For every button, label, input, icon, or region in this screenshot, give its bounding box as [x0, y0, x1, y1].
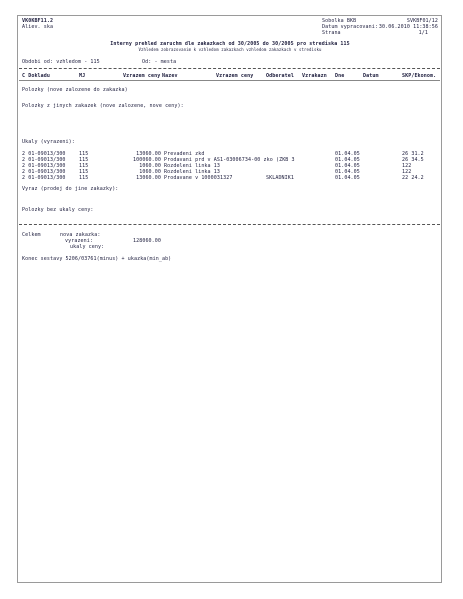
summary-amount: 128060.00 — [133, 238, 161, 244]
cell-doc: 2 01-09013/300 — [22, 175, 66, 181]
filter-label-2: Od: - mesta — [142, 59, 177, 65]
cell-mj: 115 — [79, 163, 89, 169]
cell-value: 100060.00 — [133, 157, 161, 163]
header-mid-line2: Datum vypracovani: — [322, 24, 378, 30]
summary-line3: ukaly ceny: — [70, 244, 105, 250]
col-header-datum: Datum — [363, 73, 379, 79]
cell-doc: 2 01-09013/300 — [22, 163, 66, 169]
cell-skp: 26 34.5 — [402, 157, 424, 163]
summary-label: Celkem — [22, 232, 41, 238]
report-title: Interny prehled zaruchm dle zakazkach od 30/2005 do 30/2005 pro strediska 115 — [110, 41, 350, 47]
cell-name: Prodavani prd v AS1-03006734-00 zko (ZKB 3 — [164, 157, 295, 163]
col-header-value2: Vzrazem ceny — [216, 73, 254, 79]
cell-dne: 01.04.05 — [335, 151, 360, 157]
report-footer: Konec sestavy 5206/03761(minus) + ukazka(min_ab) — [22, 256, 172, 262]
summary-line1: nova zakazka: — [60, 232, 101, 238]
col-header-odb: Odberatel — [266, 73, 294, 79]
header-right-line1: SVKBF01/12 — [406, 18, 438, 24]
col-header-name: Nazev — [162, 73, 178, 79]
cell-dne: 01.04.05 — [335, 169, 360, 175]
section-title: Ukaly (vyrazeni): — [22, 139, 75, 145]
report-subtitle: Vzhledem zobrazovanim k vzhledom zakazkach vzhledom zakazkach v stredisku — [138, 47, 322, 52]
cell-doc: 2 01-09013/300 — [22, 157, 66, 163]
cell-value: 1060.00 — [139, 163, 161, 169]
section-title: Vyraz (prodej do jine zakazky): — [22, 186, 119, 192]
cell-mj: 115 — [79, 175, 89, 181]
cell-value: 13060.00 — [136, 175, 161, 181]
cell-dne: 01.04.05 — [335, 157, 360, 163]
header-right-line2: 30.06.2010 11:38:56 — [378, 24, 438, 30]
cell-doc: 2 01-09013/300 — [22, 169, 66, 175]
header-left-line2: Aliev. ska — [22, 24, 54, 30]
header-mid-line3: Strana — [322, 30, 341, 36]
divider — [19, 224, 440, 225]
section-title: Polozky (nove zalozene do zakazka) — [22, 87, 128, 93]
cell-name: Rozdeleni linka 13 — [164, 163, 220, 169]
col-header-dne: Dne — [335, 73, 345, 79]
cell-mj: 115 — [79, 169, 89, 175]
col-header-vzrak: Vzrakazn — [302, 73, 327, 79]
header-mid-line1: Sobolka BKB — [322, 18, 357, 24]
cell-skp: 22 24.2 — [402, 175, 424, 181]
divider — [19, 80, 440, 81]
cell-value: 1060.00 — [139, 169, 161, 175]
cell-skp: 122 — [402, 163, 412, 169]
cell-name: Prevadeni zkd — [164, 151, 205, 157]
cell-dne: 01.04.05 — [335, 175, 360, 181]
col-header-doc: C Dokladu — [22, 73, 50, 79]
cell-odb: SKLADNIK1 — [266, 175, 294, 181]
cell-doc: 2 01-09013/300 — [22, 151, 66, 157]
cell-skp: 26 31.2 — [402, 151, 424, 157]
cell-name: Rozdeleni linka 13 — [164, 169, 220, 175]
cell-mj: 115 — [79, 157, 89, 163]
report-page — [17, 15, 442, 583]
col-header-mj: MJ — [79, 73, 86, 79]
cell-name: Prodavane v 1000031327 — [164, 175, 233, 181]
cell-value: 13060.00 — [136, 151, 161, 157]
summary-line2: vyrazeni: — [65, 238, 93, 244]
divider — [19, 68, 440, 69]
section-title: Polozky bez ukaly ceny: — [22, 207, 94, 213]
col-header-skp: SKP/Ekonom. — [402, 73, 437, 79]
filter-label-1: Obdobi od: vzhledom - 115 — [22, 59, 100, 65]
header-right-line3: 1/1 — [418, 30, 428, 36]
cell-mj: 115 — [79, 151, 89, 157]
col-header-value: Vzrazem ceny — [123, 73, 161, 79]
header-left-line1: VK0KBF11.2 — [22, 18, 54, 24]
cell-skp: 122 — [402, 169, 412, 175]
section-title: Polozky z jinych zakazek (nove zalozene, nove ceny): — [22, 103, 184, 109]
cell-dne: 01.04.05 — [335, 163, 360, 169]
